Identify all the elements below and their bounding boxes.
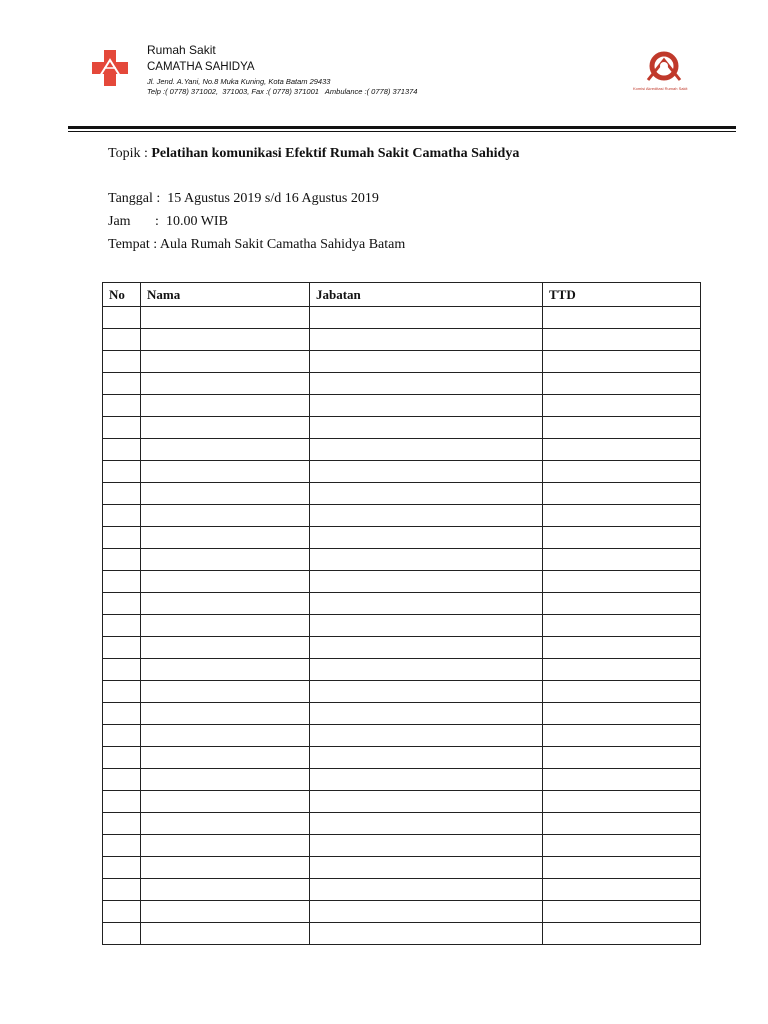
- cell-no[interactable]: [103, 571, 141, 593]
- cell-ttd[interactable]: [543, 923, 701, 945]
- cell-no[interactable]: [103, 549, 141, 571]
- header-jabatan: Jabatan: [310, 283, 543, 307]
- cell-no[interactable]: [103, 791, 141, 813]
- table-row: [103, 747, 701, 769]
- cell-no[interactable]: [103, 615, 141, 637]
- table-row: [103, 439, 701, 461]
- cell-jabatan[interactable]: [310, 857, 543, 879]
- cell-jabatan[interactable]: [310, 637, 543, 659]
- topic-line: [108, 146, 519, 162]
- table-row: [103, 351, 701, 373]
- cell-no[interactable]: [103, 417, 141, 439]
- cell-no[interactable]: [103, 835, 141, 857]
- cell-nama[interactable]: [141, 483, 310, 505]
- topic-label: Topik :: [108, 146, 152, 161]
- cell-nama[interactable]: [141, 615, 310, 637]
- table-row: [103, 681, 701, 703]
- cell-nama[interactable]: [141, 901, 310, 923]
- cell-ttd[interactable]: [543, 659, 701, 681]
- table-row: [103, 703, 701, 725]
- cell-ttd[interactable]: [543, 351, 701, 373]
- cell-nama[interactable]: [141, 813, 310, 835]
- cell-nama[interactable]: [141, 835, 310, 857]
- cell-no[interactable]: [103, 439, 141, 461]
- cell-ttd[interactable]: [543, 615, 701, 637]
- table-row: [103, 527, 701, 549]
- cell-jabatan[interactable]: [310, 747, 543, 769]
- table-row: [103, 769, 701, 791]
- cell-no[interactable]: [103, 483, 141, 505]
- header-divider-thin: [68, 131, 736, 132]
- cell-nama[interactable]: [141, 373, 310, 395]
- cell-nama[interactable]: [141, 747, 310, 769]
- cell-ttd[interactable]: [543, 549, 701, 571]
- table-row: [103, 901, 701, 923]
- cell-jabatan[interactable]: [310, 549, 543, 571]
- cell-ttd[interactable]: [543, 681, 701, 703]
- cell-jabatan[interactable]: [310, 395, 543, 417]
- cell-no[interactable]: [103, 461, 141, 483]
- cell-jabatan[interactable]: [310, 593, 543, 615]
- cell-nama[interactable]: [141, 725, 310, 747]
- cell-ttd[interactable]: [543, 527, 701, 549]
- cell-no[interactable]: [103, 813, 141, 835]
- cell-ttd[interactable]: [543, 593, 701, 615]
- cell-jabatan[interactable]: [310, 791, 543, 813]
- cell-jabatan[interactable]: [310, 329, 543, 351]
- cell-no[interactable]: [103, 703, 141, 725]
- cell-no[interactable]: [103, 923, 141, 945]
- cell-ttd[interactable]: [543, 725, 701, 747]
- cell-nama[interactable]: [141, 791, 310, 813]
- cell-ttd[interactable]: [543, 417, 701, 439]
- cell-nama[interactable]: [141, 637, 310, 659]
- cell-no[interactable]: [103, 747, 141, 769]
- cell-nama[interactable]: [141, 329, 310, 351]
- table-row: [103, 615, 701, 637]
- cell-ttd[interactable]: [543, 901, 701, 923]
- table-row: [103, 505, 701, 527]
- table-row: [103, 835, 701, 857]
- table-row: [103, 725, 701, 747]
- time-line: Jam : 10.00 WIB: [108, 214, 228, 229]
- cell-ttd[interactable]: [543, 395, 701, 417]
- cell-jabatan[interactable]: [310, 769, 543, 791]
- cell-jabatan[interactable]: [310, 351, 543, 373]
- cell-ttd[interactable]: [543, 857, 701, 879]
- cell-no[interactable]: [103, 725, 141, 747]
- topic-value: Pelatihan komunikasi Efektif Rumah Sakit Camatha Sahidya: [151, 146, 520, 161]
- cell-ttd[interactable]: [543, 769, 701, 791]
- cell-ttd[interactable]: [543, 703, 701, 725]
- cell-ttd[interactable]: [543, 483, 701, 505]
- cell-nama[interactable]: [141, 527, 310, 549]
- table-row: [103, 417, 701, 439]
- cell-no[interactable]: [103, 681, 141, 703]
- cell-nama[interactable]: [141, 703, 310, 725]
- cell-nama[interactable]: [141, 681, 310, 703]
- cell-no[interactable]: [103, 769, 141, 791]
- table-row: [103, 879, 701, 901]
- cell-jabatan[interactable]: [310, 901, 543, 923]
- cell-nama[interactable]: [141, 505, 310, 527]
- cell-ttd[interactable]: [543, 747, 701, 769]
- cell-nama[interactable]: [141, 879, 310, 901]
- table-row: [103, 813, 701, 835]
- table-row: [103, 329, 701, 351]
- cell-nama[interactable]: [141, 549, 310, 571]
- cell-jabatan[interactable]: [310, 813, 543, 835]
- cell-jabatan[interactable]: [310, 417, 543, 439]
- cell-ttd[interactable]: [543, 439, 701, 461]
- table-row: [103, 395, 701, 417]
- cell-ttd[interactable]: [543, 791, 701, 813]
- table-row: [103, 637, 701, 659]
- table-row: [103, 549, 701, 571]
- attendance-table: [102, 282, 701, 945]
- cell-ttd[interactable]: [543, 637, 701, 659]
- cell-nama[interactable]: [141, 417, 310, 439]
- header-divider-thick: [68, 126, 736, 129]
- cell-jabatan[interactable]: [310, 483, 543, 505]
- cell-no[interactable]: [103, 659, 141, 681]
- hospital-address: Jl. Jend. A.Yani, No.8 Muka Kuning, Kota Batam 29433: [147, 77, 331, 86]
- cell-jabatan[interactable]: [310, 527, 543, 549]
- cell-no[interactable]: [103, 901, 141, 923]
- cell-jabatan[interactable]: [310, 923, 543, 945]
- cell-jabatan[interactable]: [310, 681, 543, 703]
- cell-nama[interactable]: [141, 659, 310, 681]
- table-row: [103, 791, 701, 813]
- cell-nama[interactable]: [141, 351, 310, 373]
- cell-jabatan[interactable]: [310, 615, 543, 637]
- cell-no[interactable]: [103, 373, 141, 395]
- cell-nama[interactable]: [141, 857, 310, 879]
- cell-jabatan[interactable]: [310, 307, 543, 329]
- cell-nama[interactable]: [141, 769, 310, 791]
- table-row: [103, 373, 701, 395]
- cell-ttd[interactable]: [543, 373, 701, 395]
- red-cross-logo-icon: [90, 48, 130, 88]
- cell-no[interactable]: [103, 593, 141, 615]
- cell-jabatan[interactable]: [310, 373, 543, 395]
- table-row: [103, 571, 701, 593]
- cell-ttd[interactable]: [543, 461, 701, 483]
- cell-jabatan[interactable]: [310, 439, 543, 461]
- cell-no[interactable]: [103, 395, 141, 417]
- cell-jabatan[interactable]: [310, 461, 543, 483]
- hospital-name-line1: Rumah Sakit: [147, 43, 216, 57]
- cell-nama[interactable]: [141, 307, 310, 329]
- cell-ttd[interactable]: [543, 571, 701, 593]
- cell-jabatan[interactable]: [310, 505, 543, 527]
- table-row: [103, 857, 701, 879]
- table-row: [103, 593, 701, 615]
- kars-accreditation-logo-icon: [640, 50, 688, 84]
- cell-nama[interactable]: [141, 923, 310, 945]
- hospital-name-line2: CAMATHA SAHIDYA: [147, 61, 255, 73]
- cell-jabatan[interactable]: [310, 835, 543, 857]
- cell-jabatan[interactable]: [310, 571, 543, 593]
- kars-caption: Komisi Akreditasi Rumah Sakit: [633, 86, 688, 91]
- cell-jabatan[interactable]: [310, 659, 543, 681]
- letterhead: [0, 0, 768, 130]
- place-line: Tempat : Aula Rumah Sakit Camatha Sahidya Batam: [108, 237, 406, 252]
- cell-jabatan[interactable]: [310, 879, 543, 901]
- table-row: [103, 659, 701, 681]
- cell-ttd[interactable]: [543, 307, 701, 329]
- cell-ttd[interactable]: [543, 835, 701, 857]
- table-row: [103, 307, 701, 329]
- cell-no[interactable]: [103, 879, 141, 901]
- cell-nama[interactable]: [141, 571, 310, 593]
- date-line: Tanggal : 15 Agustus 2019 s/d 16 Agustus 2019: [108, 191, 379, 206]
- table-header-row: [103, 283, 701, 307]
- cell-no[interactable]: [103, 857, 141, 879]
- cell-ttd[interactable]: [543, 329, 701, 351]
- header-nama: Nama: [141, 283, 310, 307]
- hospital-phone: Telp :( 0778) 371002, 371003, Fax :( 0778) 371001 Ambulance :( 0778) 371374: [147, 87, 418, 96]
- cell-nama[interactable]: [141, 395, 310, 417]
- cell-ttd[interactable]: [543, 505, 701, 527]
- table-body: [103, 307, 701, 945]
- cell-no[interactable]: [103, 527, 141, 549]
- cell-no[interactable]: [103, 505, 141, 527]
- cell-jabatan[interactable]: [310, 703, 543, 725]
- cell-nama[interactable]: [141, 461, 310, 483]
- header-ttd: TTD: [543, 283, 701, 307]
- cell-nama[interactable]: [141, 439, 310, 461]
- table-row: [103, 461, 701, 483]
- table-row: [103, 483, 701, 505]
- cell-ttd[interactable]: [543, 813, 701, 835]
- cell-no[interactable]: [103, 351, 141, 373]
- cell-nama[interactable]: [141, 593, 310, 615]
- cell-no[interactable]: [103, 329, 141, 351]
- cell-no[interactable]: [103, 637, 141, 659]
- header-no: No: [103, 283, 141, 307]
- table-row: [103, 923, 701, 945]
- cell-ttd[interactable]: [543, 879, 701, 901]
- cell-no[interactable]: [103, 307, 141, 329]
- cell-jabatan[interactable]: [310, 725, 543, 747]
